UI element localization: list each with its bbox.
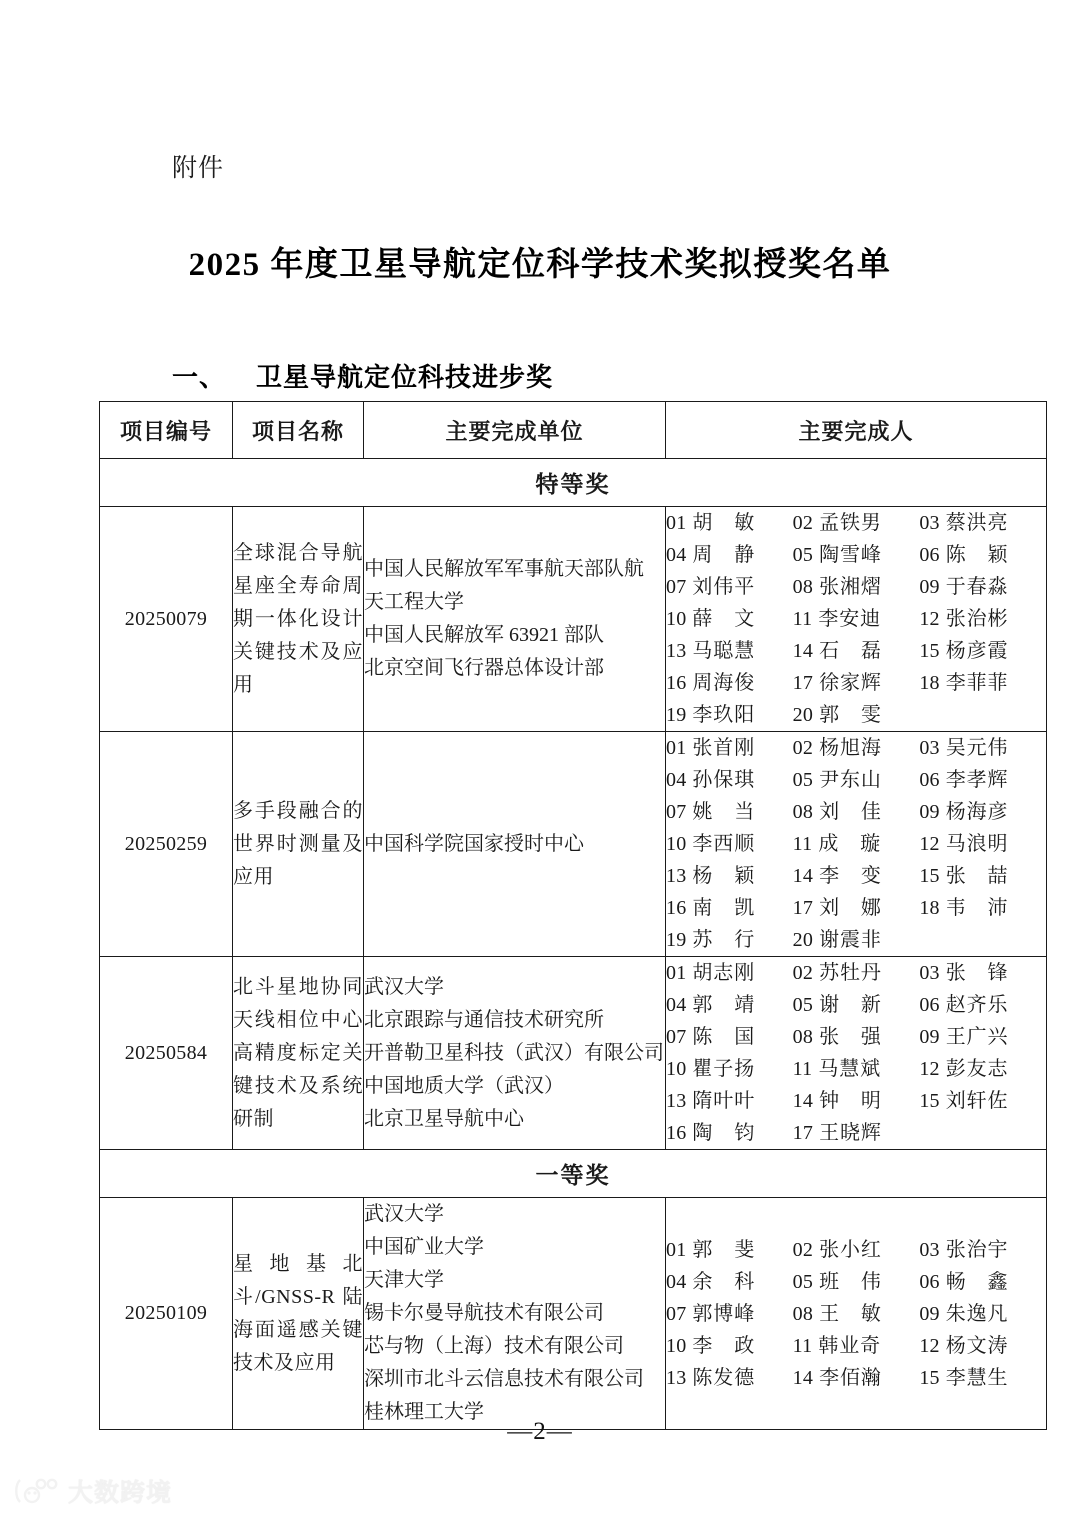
completing-units <box>364 1198 666 1430</box>
person-entry <box>793 1085 920 1117</box>
person-number: 06 <box>919 1270 940 1293</box>
person-number: 03 <box>919 1238 940 1261</box>
unit-line: 中国科学院国家授时中心 <box>364 832 584 855</box>
unit-line: 锡卡尔曼导航技术有限公司 <box>364 1302 604 1324</box>
person-entry <box>666 892 793 924</box>
person-entry <box>793 764 920 796</box>
person-name: 张小红 <box>819 1238 882 1261</box>
person-number: 02 <box>792 512 814 534</box>
person-name: 刘伟平 <box>692 576 755 598</box>
person-number: 12 <box>919 1334 940 1357</box>
person-entry <box>666 860 793 892</box>
person-entry <box>793 571 920 603</box>
person-name: 徐家辉 <box>819 672 882 694</box>
person-name: 杨文涛 <box>945 1334 1008 1357</box>
person-name: 李菲菲 <box>945 672 1008 694</box>
person-entry <box>919 1298 1046 1330</box>
brand-logo-icon <box>14 1476 60 1506</box>
person-entry <box>793 539 920 571</box>
person-number: 20 <box>792 704 814 726</box>
person-name: 钟 明 <box>819 1090 882 1112</box>
person-entry <box>919 1053 1046 1085</box>
person-name: 韦 沛 <box>945 897 1008 919</box>
person-number: 18 <box>919 897 940 919</box>
completing-people <box>666 507 1047 732</box>
person-number: 16 <box>666 897 687 919</box>
person-name: 陶 钧 <box>692 1122 755 1144</box>
person-entry <box>666 828 793 860</box>
people-grid <box>666 957 1046 1149</box>
person-entry <box>919 1330 1046 1362</box>
person-name: 南 凯 <box>692 897 755 919</box>
person-entry <box>666 989 793 1021</box>
person-name: 张 强 <box>819 1026 882 1048</box>
person-number: 04 <box>666 544 687 566</box>
person-name: 杨旭海 <box>819 737 882 759</box>
person-entry <box>793 1266 920 1298</box>
person-name: 王广兴 <box>945 1026 1008 1048</box>
person-name: 刘 娜 <box>819 897 882 919</box>
person-name: 李 政 <box>692 1334 755 1357</box>
completing-units <box>364 732 666 957</box>
project-code: 20250079 <box>100 507 233 732</box>
watermark <box>14 1473 172 1509</box>
person-number: 06 <box>919 994 940 1016</box>
project-name: 多手段融合的世界时测量及应用 <box>233 732 364 957</box>
unit-line: 武汉大学 <box>364 975 444 998</box>
person-entry <box>666 507 793 539</box>
person-number: 05 <box>792 544 814 566</box>
person-number: 04 <box>666 994 687 1016</box>
person-number: 12 <box>919 608 940 630</box>
person-number: 14 <box>792 640 814 662</box>
person-entry <box>919 989 1046 1021</box>
person-name: 王晓辉 <box>819 1122 882 1144</box>
person-entry <box>666 764 793 796</box>
person-name: 吴元伟 <box>945 737 1008 759</box>
person-entry <box>793 1362 920 1394</box>
completing-units <box>364 957 666 1150</box>
person-number: 09 <box>919 801 940 823</box>
person-number: 05 <box>792 1270 814 1293</box>
person-name: 郭 雯 <box>819 704 882 726</box>
person-name: 李孝辉 <box>945 769 1008 791</box>
person-number: 13 <box>666 640 687 662</box>
person-number: 08 <box>792 1026 814 1048</box>
person-number: 05 <box>792 769 814 791</box>
person-number: 07 <box>666 1302 687 1325</box>
section-heading: 一、 卫星导航定位科技进步奖 <box>172 363 554 392</box>
person-name: 蔡洪亮 <box>945 512 1008 534</box>
person-entry <box>793 796 920 828</box>
person-number: 03 <box>919 737 940 759</box>
completing-people <box>666 732 1047 957</box>
person-entry <box>666 635 793 667</box>
person-name: 李西顺 <box>692 833 755 855</box>
person-name: 陈发德 <box>692 1366 755 1389</box>
th-project: 项目名称 <box>233 402 364 459</box>
person-name: 薛 文 <box>692 608 755 630</box>
person-number: 16 <box>666 1122 687 1144</box>
person-number: 13 <box>666 865 687 887</box>
person-name: 马慧斌 <box>818 1058 881 1080</box>
person-entry <box>919 1266 1046 1298</box>
page-title: 2025 年度卫星导航定位科学技术奖拟授奖名单 <box>188 247 892 283</box>
person-entry <box>666 732 793 764</box>
person-number: 19 <box>666 929 687 951</box>
person-entry <box>919 667 1046 699</box>
person-name: 于春淼 <box>945 576 1008 598</box>
person-name: 李佰瀚 <box>819 1366 882 1389</box>
person-name: 张首刚 <box>692 737 755 759</box>
person-entry <box>919 539 1046 571</box>
unit-line: 天津大学 <box>364 1269 444 1291</box>
person-entry <box>793 667 920 699</box>
person-entry <box>666 667 793 699</box>
person-number: 09 <box>919 576 940 598</box>
person-entry <box>666 1085 793 1117</box>
person-name: 刘 佳 <box>819 801 882 823</box>
watermark-text: 大数跨境 <box>68 1479 173 1507</box>
person-name: 孟铁男 <box>819 512 882 534</box>
people-grid <box>666 732 1046 956</box>
person-name: 李安迪 <box>818 608 881 630</box>
unit-line: 中国人民解放军军事航天部队航 <box>364 558 644 580</box>
person-entry <box>919 828 1046 860</box>
person-entry <box>793 1117 920 1149</box>
person-name: 畅 鑫 <box>945 1270 1008 1293</box>
person-entry <box>793 828 920 860</box>
person-entry <box>666 1053 793 1085</box>
person-name: 郭博峰 <box>692 1302 755 1325</box>
person-entry <box>919 892 1046 924</box>
person-name: 李玖阳 <box>692 704 755 726</box>
person-number: 05 <box>792 994 814 1016</box>
person-entry <box>666 924 793 956</box>
person-entry <box>919 957 1046 989</box>
person-entry <box>919 507 1046 539</box>
person-entry <box>793 507 920 539</box>
page-number: —2— <box>507 1418 573 1445</box>
person-entry <box>666 1362 793 1394</box>
person-name: 周 静 <box>692 544 755 566</box>
person-number: 15 <box>919 640 940 662</box>
project-code: 20250109 <box>100 1198 233 1430</box>
person-entry <box>793 957 920 989</box>
person-number: 13 <box>666 1366 687 1389</box>
person-entry <box>666 1298 793 1330</box>
person-name: 郭 斐 <box>692 1238 755 1261</box>
person-entry <box>919 732 1046 764</box>
person-number: 06 <box>919 769 940 791</box>
person-entry <box>919 1234 1046 1266</box>
completing-people <box>666 957 1047 1150</box>
person-number: 10 <box>666 1058 687 1080</box>
person-number: 14 <box>792 1090 814 1112</box>
person-entry <box>666 699 793 731</box>
person-number: 16 <box>666 672 687 694</box>
person-name: 成 璇 <box>818 833 881 855</box>
person-name: 尹东山 <box>819 769 882 791</box>
person-number: 12 <box>919 1058 940 1080</box>
person-name: 周海俊 <box>692 672 755 694</box>
person-entry <box>666 1234 793 1266</box>
person-number: 17 <box>792 897 814 919</box>
person-number: 02 <box>792 1238 814 1261</box>
person-number: 08 <box>792 1302 814 1325</box>
people-grid <box>666 1234 1046 1394</box>
unit-line: 芯与物（上海）技术有限公司 <box>364 1335 624 1357</box>
project-name: 星地基北斗/GNSS-R 陆海面遥感关键技术及应用 <box>233 1198 364 1430</box>
person-entry <box>793 860 920 892</box>
person-entry <box>793 1298 920 1330</box>
person-entry <box>666 603 793 635</box>
person-number: 07 <box>666 801 687 823</box>
person-entry <box>666 1266 793 1298</box>
person-number: 11 <box>792 1058 813 1080</box>
person-name: 隋叶叶 <box>692 1090 755 1112</box>
person-entry <box>793 732 920 764</box>
unit-line: 深圳市北斗云信息技术有限公司 <box>364 1368 644 1390</box>
tier-row-first <box>100 1150 1047 1198</box>
th-units: 主要完成单位 <box>364 402 666 459</box>
person-entry <box>793 892 920 924</box>
person-entry <box>793 699 920 731</box>
person-number: 01 <box>666 962 687 984</box>
unit-line: 开普勒卫星科技（武汉）有限公司 <box>364 1041 664 1064</box>
th-people: 主要完成人 <box>666 402 1047 459</box>
award-list-table <box>99 401 1047 1430</box>
person-number: 15 <box>919 1090 940 1112</box>
person-entry <box>666 539 793 571</box>
person-number: 08 <box>792 576 814 598</box>
person-name: 陈 国 <box>692 1026 755 1048</box>
person-name: 杨彦霞 <box>945 640 1008 662</box>
person-number: 03 <box>919 962 940 984</box>
person-name: 马聪慧 <box>692 640 755 662</box>
person-number: 15 <box>919 1366 940 1389</box>
person-entry <box>919 571 1046 603</box>
person-entry <box>666 1117 793 1149</box>
person-name: 谢震非 <box>819 929 882 951</box>
person-name: 王 敏 <box>819 1302 882 1325</box>
person-entry <box>666 796 793 828</box>
person-name: 杨海彦 <box>945 801 1008 823</box>
person-number: 07 <box>666 576 687 598</box>
table-row <box>100 1198 1047 1430</box>
person-number: 17 <box>792 1122 814 1144</box>
person-entry <box>793 1330 920 1362</box>
person-entry <box>919 1362 1046 1394</box>
person-name: 朱逸凡 <box>945 1302 1008 1325</box>
unit-line: 北京跟踪与通信技术研究所 <box>364 1008 604 1031</box>
person-name: 郭 靖 <box>692 994 755 1016</box>
person-name: 瞿子扬 <box>692 1058 755 1080</box>
person-entry <box>793 1021 920 1053</box>
person-number: 11 <box>792 1334 813 1357</box>
person-entry <box>793 603 920 635</box>
person-number: 06 <box>919 544 940 566</box>
person-entry <box>919 796 1046 828</box>
person-number: 03 <box>919 512 940 534</box>
person-name: 赵齐乐 <box>945 994 1008 1016</box>
person-name: 韩业奇 <box>818 1334 881 1357</box>
person-number: 18 <box>919 672 940 694</box>
completing-units <box>364 507 666 732</box>
person-name: 陶雪峰 <box>819 544 882 566</box>
person-name: 余 科 <box>692 1270 755 1293</box>
person-number: 13 <box>666 1090 687 1112</box>
person-number: 19 <box>666 704 687 726</box>
attachment-label: 附件 <box>172 155 225 182</box>
person-name: 彭友志 <box>945 1058 1008 1080</box>
unit-line: 桂林理工大学 <box>364 1401 484 1423</box>
unit-line: 中国地质大学（武汉） <box>364 1074 564 1097</box>
person-number: 11 <box>792 833 813 855</box>
unit-line: 北京空间飞行器总体设计部 <box>364 657 604 679</box>
th-code: 项目编号 <box>100 402 233 459</box>
person-name: 石 磊 <box>819 640 882 662</box>
person-name: 张治宇 <box>945 1238 1008 1261</box>
table-row <box>100 957 1047 1150</box>
person-number: 09 <box>919 1302 940 1325</box>
tier-row-special-label: 特等奖 <box>100 459 1047 507</box>
person-number: 10 <box>666 833 687 855</box>
person-number: 11 <box>792 608 813 630</box>
person-name: 谢 新 <box>819 994 882 1016</box>
person-name: 张 喆 <box>945 865 1008 887</box>
person-number: 04 <box>666 769 687 791</box>
person-name: 马浪明 <box>945 833 1008 855</box>
person-name: 杨 颖 <box>692 865 755 887</box>
person-number: 14 <box>792 1366 814 1389</box>
person-name: 张湘熠 <box>819 576 882 598</box>
unit-line: 中国人民解放军 63921 部队 <box>364 624 604 646</box>
person-entry <box>793 1053 920 1085</box>
tier-row-special <box>100 459 1047 507</box>
person-number: 02 <box>792 737 814 759</box>
person-entry <box>919 603 1046 635</box>
person-number: 01 <box>666 512 687 534</box>
person-entry <box>793 989 920 1021</box>
person-number: 20 <box>792 929 814 951</box>
person-name: 苏牡丹 <box>819 962 882 984</box>
person-name: 姚 当 <box>692 801 755 823</box>
person-name: 李慧生 <box>945 1366 1008 1389</box>
unit-line: 北京卫星导航中心 <box>364 1107 524 1130</box>
person-entry <box>919 860 1046 892</box>
unit-line: 天工程大学 <box>364 591 464 613</box>
person-number: 04 <box>666 1270 687 1293</box>
table-row <box>100 507 1047 732</box>
person-number: 09 <box>919 1026 940 1048</box>
person-number: 07 <box>666 1026 687 1048</box>
person-entry <box>919 1085 1046 1117</box>
person-name: 刘轩佐 <box>945 1090 1008 1112</box>
unit-line: 武汉大学 <box>364 1203 444 1225</box>
project-code: 20250584 <box>100 957 233 1150</box>
person-name: 陈 颖 <box>945 544 1008 566</box>
person-entry <box>919 1021 1046 1053</box>
person-number: 01 <box>666 737 687 759</box>
table-row <box>100 732 1047 957</box>
project-code: 20250259 <box>100 732 233 957</box>
person-name: 李 变 <box>819 865 882 887</box>
person-name: 孙保琪 <box>692 769 755 791</box>
person-number: 01 <box>666 1238 687 1261</box>
person-entry <box>666 1330 793 1362</box>
person-name: 胡志刚 <box>692 962 755 984</box>
person-name: 张治彬 <box>945 608 1008 630</box>
person-entry <box>919 635 1046 667</box>
person-entry <box>666 1021 793 1053</box>
person-number: 17 <box>792 672 814 694</box>
tier-row-first-label: 一等奖 <box>100 1150 1047 1198</box>
person-entry <box>793 635 920 667</box>
person-entry <box>793 1234 920 1266</box>
person-entry <box>793 924 920 956</box>
person-number: 02 <box>792 962 814 984</box>
unit-line: 中国矿业大学 <box>364 1236 484 1258</box>
person-number: 12 <box>919 833 940 855</box>
person-number: 10 <box>666 608 687 630</box>
person-name: 胡 敏 <box>692 512 755 534</box>
person-number: 14 <box>792 865 814 887</box>
person-number: 10 <box>666 1334 687 1357</box>
person-number: 15 <box>919 865 940 887</box>
person-name: 班 伟 <box>819 1270 882 1293</box>
person-number: 08 <box>792 801 814 823</box>
project-name: 北斗星地协同天线相位中心高精度标定关键技术及系统研制 <box>233 957 364 1150</box>
people-grid <box>666 507 1046 731</box>
completing-people <box>666 1198 1047 1430</box>
project-name: 全球混合导航星座全寿命周期一体化设计关键技术及应用 <box>233 507 364 732</box>
person-entry <box>919 764 1046 796</box>
person-entry <box>666 571 793 603</box>
person-entry <box>666 957 793 989</box>
person-name: 苏 行 <box>692 929 755 951</box>
table-header-row <box>100 402 1047 459</box>
person-name: 张 锋 <box>945 962 1008 984</box>
